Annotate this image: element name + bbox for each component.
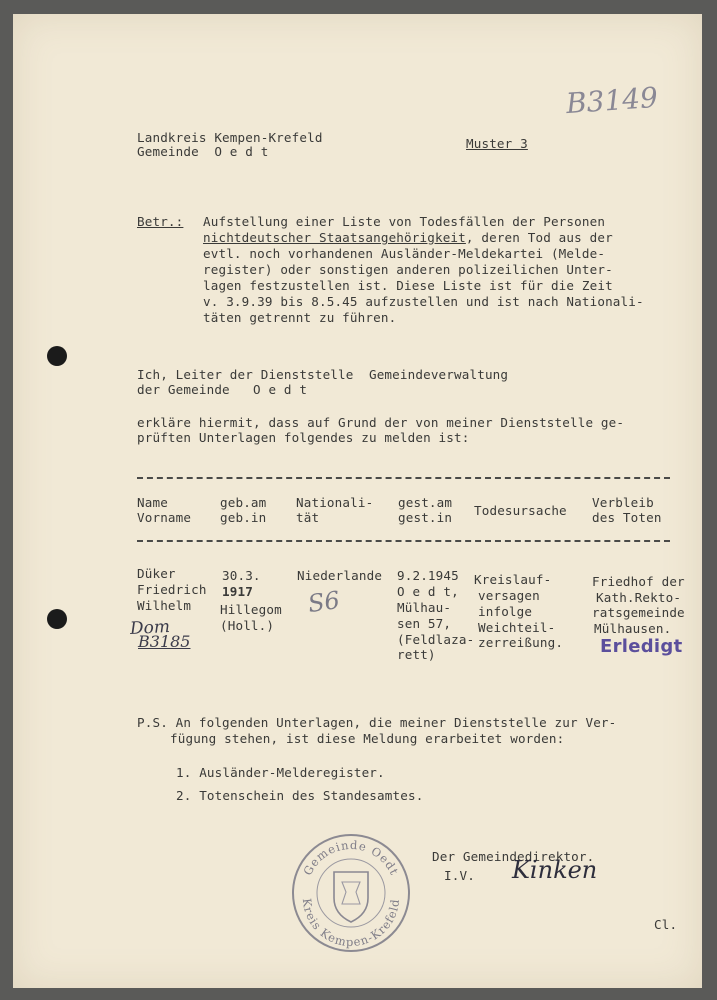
header-nationality: Nationali- bbox=[296, 495, 374, 510]
postscript-item: 2. Totenschein des Standesamtes. bbox=[176, 788, 424, 803]
declaration-line: erkläre hiermit, dass auf Grund der von meiner Dienststelle ge- bbox=[137, 415, 625, 430]
header-death-date: gest.am bbox=[398, 495, 453, 510]
header-death-place: gest.in bbox=[398, 510, 453, 525]
table-rule-top bbox=[137, 477, 670, 479]
svg-text:Kreis Kempen-Krefeld bbox=[300, 898, 402, 949]
district-name: Landkreis Kempen-Krefeld bbox=[137, 130, 323, 145]
handwritten-ref: Dom bbox=[129, 616, 171, 640]
form-label: Muster 3 bbox=[466, 136, 528, 151]
archive-number: B3149 bbox=[564, 80, 659, 121]
cell-cause: Weichteil- bbox=[478, 620, 556, 635]
subject-underlined: nichtdeutscher Staatsangehörigkeit bbox=[203, 230, 466, 245]
cell-name: Düker bbox=[137, 566, 176, 581]
cell-burial: Kath.Rekto- bbox=[596, 590, 682, 605]
cell-burial: ratsgemeinde bbox=[592, 605, 685, 620]
postscript-item: 1. Ausländer-Melderegister. bbox=[176, 765, 385, 780]
seal-text-bottom: Kreis Kempen-Krefeld bbox=[299, 897, 403, 950]
signature-iv: I.V. bbox=[444, 868, 475, 883]
declaration-line: der Gemeinde O e d t bbox=[137, 382, 308, 397]
header-burial-2: des Toten bbox=[592, 510, 662, 525]
cell-birth: Hillegom bbox=[220, 602, 282, 617]
seal-text-top: Gemeinde Oedt bbox=[300, 837, 402, 878]
cell-birth: (Holl.) bbox=[220, 618, 275, 633]
seal-shield-icon bbox=[334, 872, 368, 922]
pencil-note: S6 bbox=[306, 585, 342, 619]
header-birth-place: geb.in bbox=[220, 510, 267, 525]
declaration-line: Ich, Leiter der Dienststelle Gemeindeverwaltung bbox=[137, 367, 509, 382]
cell-name: Wilhelm bbox=[137, 598, 192, 613]
footer-initials: Cl. bbox=[654, 917, 678, 932]
subject-label: Betr.: bbox=[137, 214, 184, 229]
punch-hole-bottom bbox=[47, 609, 67, 629]
handwritten-ref: B3185 bbox=[138, 632, 191, 651]
subject-line: lagen festzustellen ist. Diese Liste ist für die Zeit bbox=[203, 278, 613, 293]
cell-burial: Mülhausen. bbox=[594, 621, 672, 636]
postscript-line: P.S. An folgenden Unterlagen, die meiner Dienststelle zur Ver- bbox=[137, 715, 617, 730]
cell-cause: Kreislauf- bbox=[474, 572, 552, 587]
header-birth-date: geb.am bbox=[220, 495, 267, 510]
municipal-seal bbox=[290, 832, 412, 954]
cell-nationality: Niederlande bbox=[297, 568, 383, 583]
cell-death: O e d t, bbox=[397, 584, 459, 599]
cell-death: sen 57, bbox=[397, 616, 452, 631]
header-name: Name bbox=[137, 495, 168, 510]
cell-name: Friedrich bbox=[137, 582, 207, 597]
header-burial: Verbleib bbox=[592, 495, 654, 510]
subject-line: täten getrennt zu führen. bbox=[203, 310, 397, 325]
seal-emblem-icon bbox=[342, 882, 360, 904]
signature-title: Der Gemeindedirektor. bbox=[432, 849, 595, 864]
cell-death: 9.2.1945 bbox=[397, 568, 459, 583]
subject-line: v. 3.9.39 bis 8.5.45 aufzustellen und ist nach Nationali- bbox=[203, 294, 644, 309]
cell-cause: zerreißung. bbox=[478, 635, 564, 650]
cell-death: Mülhau- bbox=[397, 600, 452, 615]
cell-cause: versagen bbox=[478, 588, 540, 603]
cell-birth: 1917 bbox=[222, 584, 253, 599]
erledigt-stamp: Erledigt bbox=[600, 636, 683, 657]
header-firstname: Vorname bbox=[137, 510, 192, 525]
signature: Kinken bbox=[512, 856, 598, 884]
punch-hole-top bbox=[47, 346, 67, 366]
cell-cause: infolge bbox=[478, 604, 533, 619]
subject-line: nichtdeutscher Staatsangehörigkeit, deren Tod aus der bbox=[203, 230, 613, 245]
header-cause: Todesursache bbox=[474, 503, 567, 518]
cell-burial: Friedhof der bbox=[592, 574, 685, 589]
municipality-name: Gemeinde O e d t bbox=[137, 144, 269, 159]
cell-death: (Feldlaza- bbox=[397, 632, 475, 647]
header-nationality-2: tät bbox=[296, 510, 320, 525]
subject-line: Aufstellung einer Liste von Todesfällen der Personen bbox=[203, 214, 606, 229]
cell-death: rett) bbox=[397, 647, 436, 662]
table-rule-header bbox=[137, 540, 670, 542]
subject-line: evtl. noch vorhandenen Ausländer-Meldekartei (Melde- bbox=[203, 246, 606, 261]
subject-line: register) oder sonstigen anderen polizeilichen Unter- bbox=[203, 262, 613, 277]
postscript-line: fügung stehen, ist diese Meldung erarbeitet worden: bbox=[170, 731, 565, 746]
declaration-line: prüften Unterlagen folgendes zu melden ist: bbox=[137, 430, 470, 445]
cell-birth: 30.3. bbox=[222, 568, 261, 583]
